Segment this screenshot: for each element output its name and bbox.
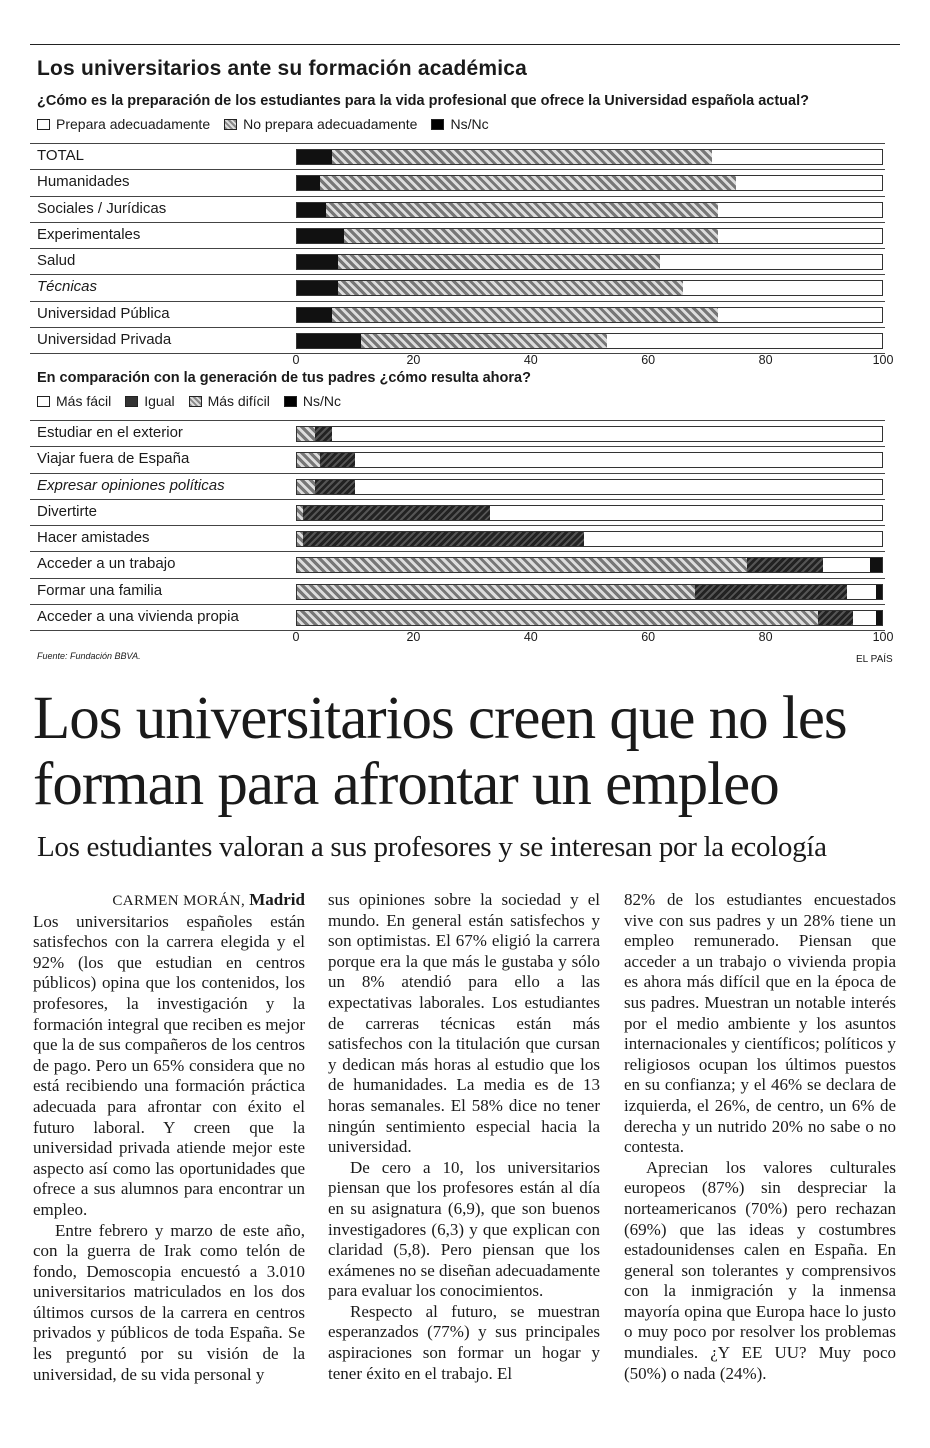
- chart-row: [30, 327, 885, 354]
- category-label: Formar una familia: [37, 581, 163, 599]
- category-label: Universidad Privada: [37, 331, 172, 349]
- legend-swatch-black: [431, 119, 444, 130]
- legend-label: Ns/Nc: [450, 116, 489, 132]
- bar-segment: [344, 229, 718, 243]
- bar-segment: [683, 281, 882, 295]
- chart1-x-axis: [292, 353, 894, 371]
- bar-segment: [584, 532, 882, 546]
- bar-segment: [315, 427, 333, 441]
- bar-segment: [695, 585, 847, 599]
- article-paragraph: Respecto al futuro, se muestran esperanzados (77%) y sus principales aspiraciones son formar un hogar y tener éxito en el trabajo. El: [328, 1301, 600, 1383]
- bar-segment: [356, 453, 883, 467]
- bar-segment: [490, 506, 882, 520]
- bar-segment: [315, 480, 356, 494]
- article-paragraph: Entre febrero y marzo de este año, con la guerra de Irak como telón de fondo, Demoscopia encuestó a 3.010 universitarios matriculados en los dos últimos cursos de la carrera en centros privados y públicos de toda España. Se les preguntó por su visión de la universidad, de su vida personal y: [33, 1220, 305, 1384]
- x-tick-label: 0: [292, 353, 300, 367]
- bar-segment: [736, 176, 882, 190]
- bar-segment: [876, 611, 882, 625]
- chart1-legend: [37, 116, 503, 132]
- x-tick-label: 80: [758, 353, 773, 367]
- bar-segment: [297, 480, 315, 494]
- legend-swatch-white: [37, 396, 50, 407]
- bar-segment: [870, 558, 882, 572]
- bar-segment: [297, 585, 695, 599]
- bar-track: [296, 202, 883, 218]
- article-paragraph: De cero a 10, los universitarios piensan que los profesores están al día en su asignatura (6,9), que son buenos investigadores (6,3) y que explican con claridad (5,8). Pero piensan que los exámenes no se diseñan adecuadamente para evaluar los conocimientos.: [328, 1157, 600, 1301]
- bar-track: [296, 610, 883, 626]
- chart-row: [30, 301, 885, 327]
- chart-row: [30, 578, 885, 604]
- legend-label: No prepara adecuadamente: [243, 116, 418, 132]
- chart-title: Los universitarios ante su formación académica: [37, 57, 528, 80]
- bar-segment: [297, 176, 320, 190]
- bar-segment: [356, 480, 883, 494]
- legend-swatch-black: [284, 396, 297, 407]
- bar-segment: [847, 585, 876, 599]
- bar-track: [296, 584, 883, 600]
- x-tick-label: 60: [641, 353, 656, 367]
- bar-segment: [332, 427, 882, 441]
- bar-track: [296, 333, 883, 349]
- bar-segment: [297, 308, 332, 322]
- chart-row: [30, 143, 885, 169]
- bar-segment: [361, 334, 607, 348]
- bar-segment: [297, 611, 818, 625]
- legend-swatch-hatch: [224, 119, 237, 130]
- bar-segment: [297, 334, 361, 348]
- bar-track: [296, 254, 883, 270]
- bar-track: [296, 479, 883, 495]
- category-label: Técnicas: [37, 278, 98, 296]
- chart-row: [30, 274, 885, 300]
- bar-segment: [718, 229, 882, 243]
- x-tick-label: 40: [523, 353, 538, 367]
- chart-row: [30, 499, 885, 525]
- chart1-rows: [30, 143, 885, 354]
- category-label: Viajar fuera de España: [37, 450, 190, 468]
- chart-row: [30, 248, 885, 274]
- bar-segment: [876, 585, 882, 599]
- legend-item: [37, 393, 111, 409]
- category-label: Expresar opiniones políticas: [37, 476, 225, 494]
- chart-row: [30, 222, 885, 248]
- top-rule: [30, 44, 900, 45]
- legend-item: [125, 393, 174, 409]
- bar-track: [296, 531, 883, 547]
- bar-segment: [824, 558, 871, 572]
- bar-segment: [297, 427, 315, 441]
- bar-track: [296, 175, 883, 191]
- bar-segment: [332, 308, 718, 322]
- bar-track: [296, 228, 883, 244]
- legend-swatch-dark: [125, 396, 138, 407]
- bar-segment: [297, 255, 338, 269]
- bar-segment: [332, 150, 712, 164]
- legend-item: [224, 116, 417, 132]
- bar-track: [296, 452, 883, 468]
- article-column-1: [33, 890, 305, 1385]
- legend-swatch-white: [37, 119, 50, 130]
- legend-item: [189, 393, 270, 409]
- x-tick-label: 40: [523, 630, 538, 644]
- newspaper-credit: EL PAÍS: [856, 654, 893, 665]
- category-label: Humanidades: [37, 173, 130, 191]
- bar-segment: [303, 532, 584, 546]
- bar-segment: [326, 203, 718, 217]
- article-column-3: [624, 890, 896, 1384]
- bar-track: [296, 280, 883, 296]
- x-tick-label: 80: [758, 630, 773, 644]
- chart-row: [30, 473, 885, 499]
- legend-label: Más fácil: [56, 393, 112, 409]
- chart-row: [30, 420, 885, 446]
- byline: [33, 890, 305, 912]
- bar-segment: [297, 203, 326, 217]
- legend-item: [431, 116, 488, 132]
- chart-row: [30, 196, 885, 222]
- bar-segment: [338, 281, 683, 295]
- bar-track: [296, 426, 883, 442]
- article-paragraph: sus opiniones sobre la sociedad y el mundo. En general están satisfechos y son optimistas. El 67% eligió la carrera porque era la que más le gustaba y sólo un 8% atendió para ello a las expectativas laborales. Los estudiantes de carreras técnicas están más satisfechos con la titulación que cursan y dedican más horas al estudio que los de humanidades. La media es de 13 horas semanales. El 58% dice no tener ningún sentimiento especial hacia la universidad.: [328, 890, 600, 1157]
- bar-segment: [320, 176, 735, 190]
- chart-row: [30, 604, 885, 631]
- category-label: TOTAL: [37, 147, 84, 164]
- category-label: Acceder a un trabajo: [37, 555, 176, 573]
- legend-label: Prepara adecuadamente: [56, 116, 211, 132]
- bar-segment: [718, 203, 882, 217]
- category-label: Sociales / Jurídicas: [37, 199, 167, 217]
- legend-label: Ns/Nc: [302, 393, 341, 409]
- bar-track: [296, 557, 883, 573]
- category-label: Estudiar en el exterior: [37, 424, 183, 441]
- byline-place: Madrid: [249, 890, 305, 909]
- legend-item: [284, 393, 341, 409]
- bar-segment: [747, 558, 823, 572]
- category-label: Divertirte: [37, 502, 98, 520]
- category-label: Acceder a una vivienda propia: [37, 608, 239, 626]
- x-tick-label: 100: [872, 630, 894, 644]
- bar-track: [296, 307, 883, 323]
- bar-segment: [297, 150, 332, 164]
- bar-segment: [660, 255, 882, 269]
- bar-track: [296, 149, 883, 165]
- legend-label: Más difícil: [207, 393, 270, 409]
- subheadline: Los estudiantes valoran a sus profesores y se interesan por la ecología: [37, 831, 827, 863]
- category-label: Universidad Pública: [37, 304, 170, 322]
- bar-segment: [297, 281, 338, 295]
- category-label: Experimentales: [37, 225, 141, 243]
- chart2-question: En comparación con la generación de tus padres ¿cómo resulta ahora?: [37, 370, 531, 386]
- legend-swatch-hatch: [189, 396, 202, 407]
- article-paragraph: 82% de los estudiantes encuestados vive con sus padres y un 28% tiene un empleo remunerado. Piensan que acceder a un trabajo o vivienda propia es ahora más difícil que en la época de sus padres. Muestran un notable interés por el medio ambiente y los asuntos internacionales y científicos; políticos y religiosos ocupan los últimos puestos en su confianza; y el 46% se declara de izquierda, el 26%, de centro, un 6% de derecha y un nutrido 20% no sabe o no contesta.: [624, 890, 896, 1157]
- article-paragraph: Aprecian los valores culturales europeos (87%) sin despreciar la norteamericanos (70%) pero rechazan (69%) que las ideas y costumbres estadounidenses calen en España. En general son tolerantes y comprensivos con la inmigración y la inmensa mayoría opina que Europa hace lo justo o muy poco por resolver los problemas mundiales. ¿Y EE UU? Muy poco (50%) o nada (24%).: [624, 1157, 896, 1383]
- bar-segment: [297, 453, 320, 467]
- bar-segment: [718, 308, 882, 322]
- chart-source: Fuente: Fundación BBVA.: [37, 651, 141, 661]
- article-paragraph: Los universitarios españoles están satisfechos con la carrera elegida y el 92% (los que estudian en centros públicos) opina que los contenidos, los profesores, la investigación y la formación integral que reciben es mejor que la de sus compañeros de los centros de pago. Pero un 65% considera que no está recibiendo una formación práctica adecuada para afrontar con éxito el futuro laboral. Y creen que la universidad privada atiende mejor este aspecto así como las oportunidades que ofrece a sus alumnos para encontrar un empleo.: [33, 911, 305, 1219]
- chart2-x-axis: [292, 630, 894, 648]
- headline: Los universitarios creen que no les forman para afrontar un empleo: [33, 685, 847, 818]
- chart-row: [30, 446, 885, 472]
- bar-segment: [297, 558, 747, 572]
- chart-row: [30, 551, 885, 577]
- bar-segment: [818, 611, 853, 625]
- chart2-rows: [30, 420, 885, 631]
- chart2-legend: [37, 393, 355, 409]
- category-label: Hacer amistades: [37, 529, 150, 547]
- chart-row: [30, 169, 885, 195]
- bar-segment: [297, 229, 344, 243]
- chart-row: [30, 525, 885, 551]
- x-tick-label: 20: [406, 630, 421, 644]
- bar-track: [296, 505, 883, 521]
- x-tick-label: 60: [641, 630, 656, 644]
- x-tick-label: 20: [406, 353, 421, 367]
- bar-segment: [338, 255, 660, 269]
- category-label: Salud: [37, 252, 76, 270]
- x-tick-label: 100: [872, 353, 894, 367]
- bar-segment: [303, 506, 490, 520]
- bar-segment: [853, 611, 876, 625]
- article-column-2: [328, 890, 600, 1384]
- byline-author: CARMEN MORÁN,: [112, 893, 246, 909]
- chart1-question: ¿Cómo es la preparación de los estudiantes para la vida profesional que ofrece la Universidad española actual?: [37, 93, 809, 109]
- x-tick-label: 0: [292, 630, 300, 644]
- legend-item: [37, 116, 210, 132]
- bar-segment: [607, 334, 882, 348]
- bar-segment: [320, 453, 355, 467]
- bar-segment: [712, 150, 882, 164]
- legend-label: Igual: [144, 393, 175, 409]
